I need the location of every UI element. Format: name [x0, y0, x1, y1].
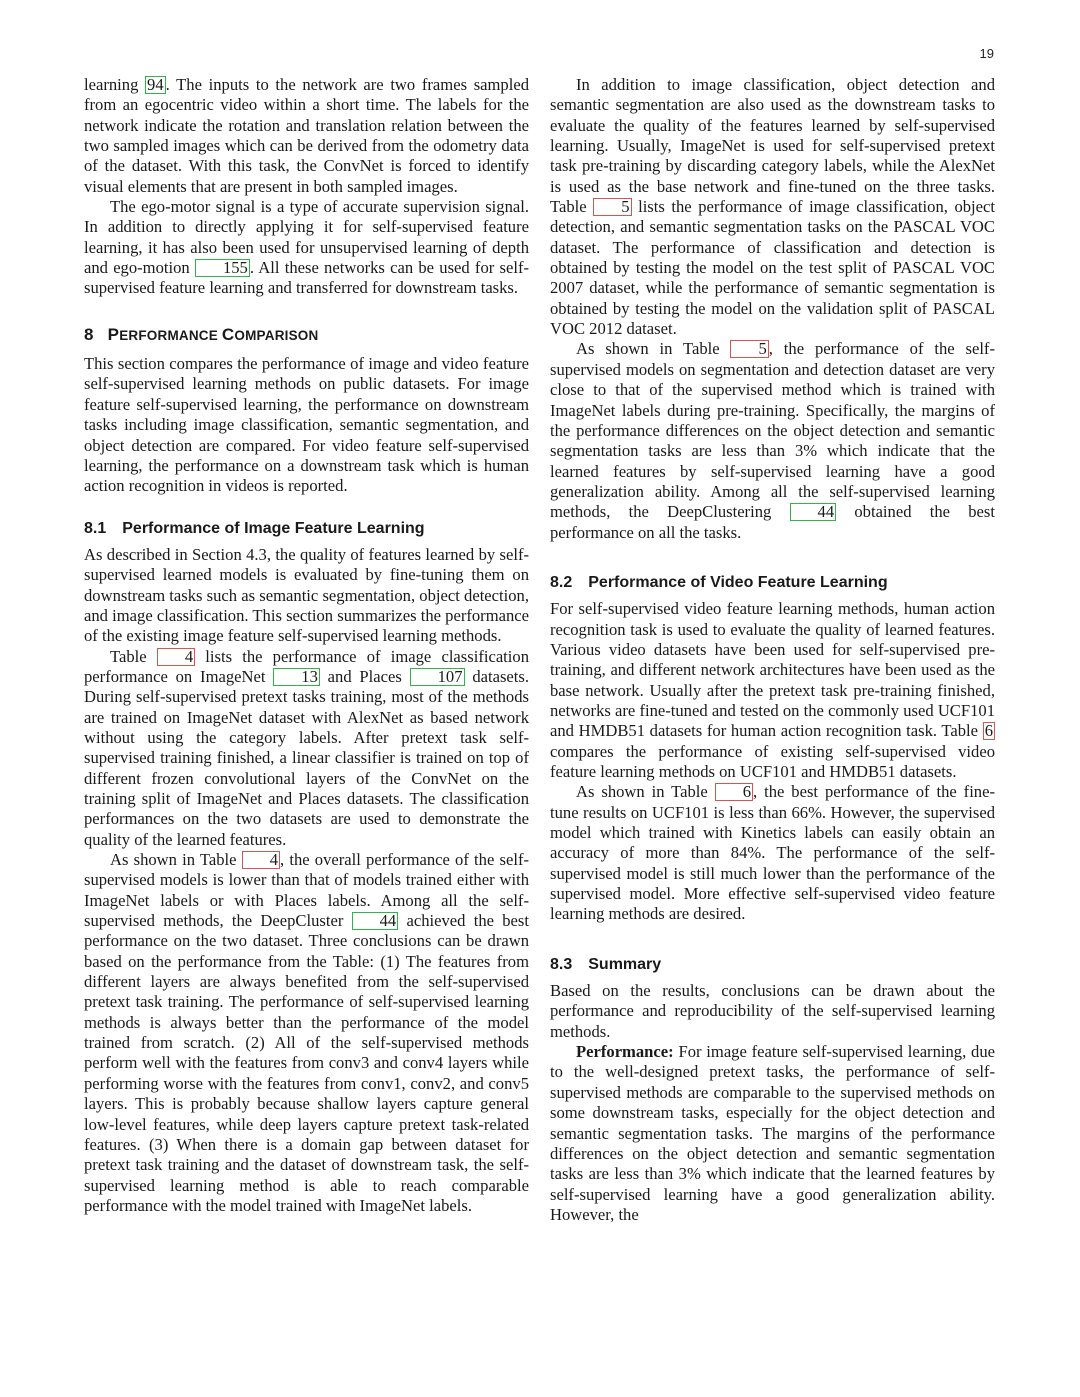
citation-link[interactable]: 94 [147, 75, 164, 94]
citation-link[interactable]: 44 [352, 912, 399, 930]
paragraph: In addition to image classification, object detection and semantic segmentation are also used as the downstream tasks to evaluate the quality of the features learned by self-supervised learning. Usually, ImageNet is used for self-supervised pretext task pre-training by discarding category labels, while the AlexNet is used as the base network and fine-tuned on the three tasks. Table 5 lists the performance of image classification, object detection, and semantic segmentation tasks on the PASCAL VOC dataset. The performance of classification and detection is obtained by testing the model on the test split of PASCAL VOC 2007 dataset, while the performance of semantic segmentation is obtained by testing the model on the validation split of PASCAL VOC 2012 dataset. [550, 75, 996, 339]
table-ref-link[interactable]: 6 [715, 783, 753, 801]
table-ref-link[interactable]: 5 [730, 340, 768, 358]
paragraph: As shown in Table 4 , the overall performance of the self-supervised models is lower than that of models trained either with ImageNet labels or with Places labels. Among all the self-supervised methods, the DeepCluster 44 achieved the best performance on the two dataset. Three conclusions can be drawn based on the performance from the Table: (1) The features from different layers are always benefited from the self-supervised pretext task training. The performance of self-supervised learning methods is always better than the performance of the model trained from scratch. (2) All of the self-supervised methods perform well with the features from conv3 and conv4 layers while performing worse with the features from conv1, conv2, and conv5 layers. This is probably because shallow layers capture general low-level features, while deep layers capture pretext task-related features. (3) When there is a domain gap between dataset for pretext task training and the dataset of downstream task, the self-supervised learning method is able to reach comparable performance with the model trained with ImageNet labels. [84, 850, 529, 1215]
paragraph: As shown in Table 6 , the best performance of the fine-tune results on UCF101 is less than 66%. However, the supervised model which trained with Kinetics labels can easily obtain an accuracy of more than 84%. The performance of the self-supervised model is still much lower than the performance of the supervised model. More effective self-supervised video feature learning methods are desired. [550, 782, 995, 924]
table-ref-link[interactable]: 6 [984, 721, 993, 741]
left-column [84, 75, 529, 1216]
paragraph: Based on the results, conclusions can be drawn about the performance and reproducibility of the self-supervised learning methods. [550, 981, 995, 1041]
section-heading-8-3: 8.3 Summary [550, 955, 662, 973]
citation-link[interactable]: 13 [273, 668, 320, 686]
citation-link[interactable]: 155 [195, 259, 250, 277]
right-column [550, 75, 995, 1225]
page-number: 19 [979, 46, 994, 61]
table-ref-link[interactable]: 4 [242, 851, 280, 869]
citation-link[interactable]: 44 [790, 503, 837, 521]
table-ref-link[interactable]: 4 [157, 648, 195, 666]
paragraph: The ego-motor signal is a type of accurate supervision signal. In addition to directly applying it for self-supervised feature learning, it has also been used for unsupervised learning of depth and ego-motion 155 . All these networks can be used for self-supervised feature learning and transferred for downstream tasks. [84, 197, 529, 298]
paragraph: As shown in Table 5 , the performance of the self-supervised models on segmentation and detection dataset are very close to that of the supervised method which is trained with ImageNet labels during pre-training. Specifically, the margins of the performance differences on the object detection and semantic segmentation tasks are less than 3% which indicate that the learned features by self-supervised learning have a good generalization ability. Among all the self-supervised learning methods, the DeepClustering 44 obtained the best performance on all the tasks. [550, 339, 995, 542]
paragraph: As described in Section 4.3, the quality of features learned by self-supervised learned models is evaluated by fine-tuning them on downstream tasks such as semantic segmentation, object detection, and image classification. This section summarizes the performance of the existing image feature self-supervised learning methods. [84, 544, 529, 646]
paragraph: This section compares the performance of image and video feature self-supervised learning methods on public datasets. For image feature self-supervised learning, the performance on downstream tasks including image classification, semantic segmentation, and object detection are compared. For video feature self-supervised learning, the performance on a downstream task which is human action recognition in videos is reported. [84, 354, 529, 496]
paragraph: learning 94 . The inputs to the network are two frames sampled from an egocentric video within a short time. The labels for the network indicate the rotation and translation relation between the two sampled images which can be derived from the odometry data of the dataset. With this task, the ConvNet is forced to identify visual elements that are present in both sampled images. [84, 75, 529, 196]
table-ref-link[interactable]: 5 [593, 198, 631, 216]
section-heading-8-1: 8.1 Performance of Image Feature Learning [84, 519, 425, 537]
paragraph: Performance: For image feature self-supervised learning, due to the well-designed pretext tasks, the performance of self-supervised methods are comparable to the supervised methods on some downstream tasks, especially for the object detection and semantic segmentation tasks. The margins of the performance differences on the object detection and semantic segmentation tasks are less than 3% which indicate that the learned features by self-supervised learning have a good generalization ability. However, the [550, 1042, 995, 1224]
section-heading-8: 8 PERFORMANCE COMPARISON [84, 324, 319, 344]
bold-label: Performance: [576, 1042, 674, 1062]
citation-link[interactable]: 107 [410, 668, 465, 686]
paragraph: Table 4 lists the performance of image classification performance on ImageNet 13 and Places 107 datasets. During self-supervised pretext tasks training, most of the methods are trained on ImageNet dataset with AlexNet as based network without using the category labels. After pretext task self-supervised training finished, a linear classifier is trained on top of different frozen convolutional layers of the ConvNet on the training split of ImageNet and Places datasets. The classification performances on the two datasets are used to demonstrate the quality of the learned features. [84, 646, 529, 849]
section-heading-8-2: 8.2 Performance of Video Feature Learning [550, 573, 888, 591]
paragraph: For self-supervised video feature learning methods, human action recognition task is used to evaluate the quality of learned features. Various video datasets have been used for self-supervised pre-training, and different network architectures have been used as the base network. Usually after the pretext task pre-training finished, networks are fine-tuned and tested on the commonly used UCF101 and HMDB51 datasets for human action recognition task. Table 6 compares the performance of existing self-supervised video feature learning methods on UCF101 and HMDB51 datasets. [550, 599, 995, 781]
